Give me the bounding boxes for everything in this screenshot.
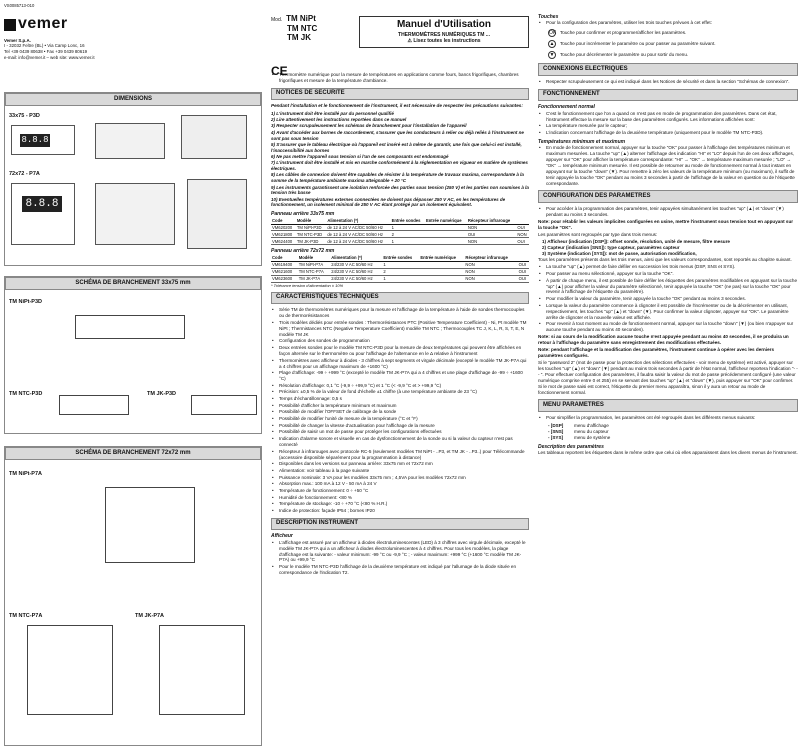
- fonct-heading: FONCTIONNEMENT: [538, 89, 798, 102]
- table-cell: [419, 275, 464, 282]
- table-cell: NON: [516, 231, 529, 238]
- securite-item: 4) Avant d'accéder aux bornes de raccordement, s'assurer que les conducteurs à relier ou déjà reliés à l'instrument ne sont pas sous tension: [271, 129, 524, 141]
- doc-code: VS0085713-010: [4, 3, 35, 8]
- table-cell: TM NTC-P7A: [298, 268, 331, 275]
- carac-item: • Humidité de fonctionnement: <80 %: [271, 495, 529, 501]
- carac-item: • Résolution d'affichage: 0,1 °C (-9,9 ÷ +99,9 °C) et 1 °C (< -9,9 °C et > +99,9 °C): [271, 383, 529, 389]
- menu-code: - [SNS]: [548, 428, 564, 434]
- table-cell: [419, 268, 464, 275]
- schema72-c-diagram: [159, 625, 245, 715]
- fonct-list2: [538, 145, 798, 186]
- table-header: Récepteur infrarouge: [464, 255, 517, 261]
- carac-item: • Précision: ±0,5 % de la valeur de fond d'échelle ±1 chiffre (à une température ambiante de 23 °C): [271, 389, 529, 395]
- carac-item: • Thermomètres avec afficheur à diodes - 3 chiffres à sept segments et virgule décimale (excepté le modèle TM JK-P7A qui a 4 chiffres pour un affichage maximum de +1600 °C): [271, 358, 529, 370]
- schema72-b-diagram: [27, 625, 113, 715]
- intro-text: • Thermomètre numérique pour la mesure de températures en applications comme fours, bancs frigorifiques, chambres frigorifiques et mesure de la température d'ambiance.: [271, 72, 529, 84]
- config-list: [538, 264, 798, 333]
- table-header: Modèle: [296, 218, 327, 224]
- table-cell: OUI: [518, 261, 529, 268]
- menup-lead: • Pour simplifier la programmation, les paramètres ont été regroupés dans les différents menus suivants:: [538, 415, 798, 421]
- table-cell: [425, 231, 467, 238]
- carac-heading: CARACTERISTIQUES TECHNIQUES: [271, 292, 529, 305]
- config-item: • La touche "up" (▲) permet de faire défiler en succession les trois menus (DSP, SNS et SYS).: [538, 264, 798, 270]
- schema72-a-diagram: [105, 487, 195, 563]
- manual-title-box: [359, 16, 529, 48]
- descr-sub: Afficheur: [271, 533, 293, 540]
- right-column: [538, 14, 798, 457]
- table-header: Alimentation (*): [330, 255, 382, 261]
- config-p3: Tous les paramètres présents dans les trois menus, ainsi que les valeurs correspondantes, sont reportés au chapitre suivant.: [538, 256, 792, 262]
- carac-item: • Possibilité d'afficher la température minimum et maximum: [271, 403, 529, 409]
- dim-p7a-label: 72x72 - P7A: [9, 171, 40, 177]
- descr-heading: DESCRIPTION INSTRUMENT: [271, 518, 529, 531]
- securite-item: 7) L'instrument doit être installé et mis en marche conformément à la réglementation en vigueur en matière de systèmes électriques.: [271, 160, 528, 172]
- table-cell: 1: [382, 275, 419, 282]
- up-key-icon: ▲: [549, 41, 555, 48]
- carac-list: [271, 307, 529, 513]
- securite-item: 3) Respecter scrupuleusement les schémas de branchement pour l'installation de l'appareil: [271, 123, 467, 129]
- company-address: I - 32032 Feltre (BL) • Via Camp Lonc, 16: [4, 43, 85, 49]
- table-cell: [419, 261, 464, 268]
- table-cell: de 12 à 24 V AC/DC 50/60 Hz: [326, 238, 390, 245]
- config-p2: Les paramètres sont regroupés par type dans trois menus:: [538, 231, 658, 237]
- brand-name: vemer: [18, 15, 68, 33]
- menu-row: [548, 435, 798, 441]
- carac-item: • Série TM de thermomètres numériques pour la mesure et l'affichage de la température à l'aide de sondes thermocouples ou de thermorésistances: [271, 307, 529, 319]
- conn-text: • Respecter scrupuleusement ce qui est indiqué dans les Notices de sécurité et dans la section "Schémas de connexion".: [538, 79, 798, 85]
- table-cell: 24/230 V AC 50/60 Hz: [330, 268, 382, 275]
- p7a-display: 8.8.8: [22, 196, 62, 212]
- table-cell: TM JK-P3D: [296, 238, 327, 245]
- schema72-c-label: TM JK-P7A: [135, 613, 165, 619]
- table-cell: VM621600: [271, 268, 298, 275]
- table-cell: NON: [464, 268, 517, 275]
- menu-code: - [SYS]: [548, 434, 564, 440]
- table-cell: 1: [391, 238, 425, 245]
- table-cell: 1: [391, 224, 425, 231]
- securite-item: 2) Lire attentivement les instructions reportées dans ce manuel: [271, 117, 407, 123]
- config-item: • Lorsque la valeur du paramètre commence à clignoter il est possible de l'incrémenter ou de la décrémenter en utilisant, respectivement, les touches "up" (▲) et "down" (▼). Pour confirmer la valeur clignoter, appuyer sur "OK". Le paramètre arrête de clignoter et la nouvelle valeur est affichée.: [538, 303, 798, 321]
- fonct-sub2: Températures minimum et maximum: [538, 138, 626, 145]
- company-phone: Tel +39 0439 80638 • Fax +39 0439 80619: [4, 49, 88, 55]
- schema33-heading: SCHÉMA DE BRANCHEMENT 33x75 mm: [5, 277, 261, 290]
- table-cell: [425, 238, 467, 245]
- table-cell: NON: [467, 224, 516, 231]
- config-p4: Si le "password 2" (mot de passe pour la protection des sélections effectuées - voir menu de système) est activé, appuyer sur les touches "up" (▲) et "down" (▼) pendant au moins trois secondes à partir de l'état normal, l'afficheur reportera l'indication "- - - ". Pour effectuer configuration des paramètres, il faudra saisir la valeur du mot de passe précédemment configuré (une valeur numérique comprise entre 0 et 255) en se servant des touches "up" (▲) et "down" (▼), puis appuyer sur "OK" pour confirmer. Si le mot de passe saisi est correct, l'étiquette du premier menu apparaîtra, sinon il y aura un retour au mode de fonctionnement normal.: [538, 360, 798, 395]
- carac-item: • Absorption max.: 100 mA à 12 V - 50 mA à 24 V: [271, 481, 529, 487]
- menu-desc: menu du capteur: [574, 428, 609, 434]
- config-menu-item: 2) Capteur (indication [SNS]): type capteur, paramètres capteur: [542, 245, 680, 251]
- config-menu-item: 3) Système (indication [SYS]): mot de passe, autorisation modification,: [542, 251, 697, 257]
- fonct-item: • C'est le fonctionnement que l'on a quand on n'est pas en mode de programmation des paramètres. Dans cet état, l'instrument effectue la mesure sur la base des paramètres configurés. Les informations affichées sont:: [538, 111, 798, 123]
- p3d-front-drawing: [11, 125, 75, 155]
- config-item: • Pour modifier la valeur du paramètre, tenir appuyée la touche "OK" pendant au moins 3 secondes.: [538, 296, 798, 302]
- model-2: TM NTC: [287, 23, 318, 33]
- descr-list: [271, 540, 529, 576]
- table-header: Entrée numérique: [425, 218, 467, 224]
- table-cell: VM621800: [271, 231, 296, 238]
- menu-code: - [DSP]: [548, 423, 564, 429]
- schema33-box: [4, 276, 262, 434]
- menup-text: Les tableaux reportent les étiquettes dans le même ordre que celui où elles apparaissent dans les divers menus de l'instrument.: [538, 450, 798, 456]
- schema72-box: [4, 446, 262, 746]
- model-1: TM NiPt: [286, 14, 316, 23]
- manual-subtitle: THERMOMÈTRES NUMÉRIQUES TM ...: [398, 31, 490, 38]
- table-cell: OUI: [518, 268, 529, 275]
- schema33-a-label: TM NiPt-P3D: [9, 299, 42, 305]
- menup-rows: [548, 423, 798, 441]
- table-header: Récepteur infrarouge: [467, 218, 516, 224]
- carac-item: • Temps d'échantillonnage: 0,5 s: [271, 396, 529, 402]
- carac-item: • Disponibles dans les versions sur panneau arrière: 33x75 mm et 72x72 mm: [271, 461, 529, 467]
- carac-item: • Possibilité de changer la vitesse d'actualisation pour l'affichage de la mesure: [271, 423, 529, 429]
- schema33-c-diagram: [191, 395, 257, 415]
- config-menu-item: 1) Afficheur (indication [DSP]): offset sonde, résolution, unité de mesure, filtre mesure: [542, 239, 730, 245]
- carac-item: • Plage d'affichage: -99 ÷ +999 °C (excepté le modèle TM JK-P7A qui a 4 chiffres et une plage d'affichage de -99 ÷ +1600 °C): [271, 370, 529, 382]
- schema33-b-label: TM NTC-P3D: [9, 391, 43, 397]
- carac-item: • Trois modèles dédiés pour entrée sondes : Thermorésistances PTC (Positive Temperature Coefficient) - Ni, Pt modèle TM NiPt ; Thermistances NTC (Negative Temperature Coefficient) modèle TM NTC ; Thermocouples TC J, K, L, R, S, T, E, N modèle TM JK: [271, 320, 529, 338]
- schema72-b-label: TM NTC-P7A: [9, 613, 43, 619]
- carac-item: • Indice de protection: façade IP54 ; bornes IP20: [271, 508, 529, 514]
- schema72-heading: SCHÉMA DE BRANCHEMENT 72x72 mm: [5, 447, 261, 460]
- carac-item: • Configuration des sondes de programmation: [271, 338, 529, 344]
- models-prefix: Mod.: [271, 17, 283, 23]
- config-item: • Pour passer au menu sélectionné, appuyer sur la touche "OK".: [538, 271, 798, 277]
- table33: [271, 218, 529, 246]
- touches-k3: Touche pour décrémenter le paramètre ou pour sortir du menu.: [560, 52, 689, 58]
- vemer-mark-icon: [4, 19, 16, 31]
- securite-item: 8) Les câbles de connexion doivent être capables de résister à la température de travaux maxima, correspondante à la somme de la température ambiante maxima atteignable + 20 °C: [271, 172, 524, 184]
- table-header: Code: [271, 218, 296, 224]
- p7a-rear-drawing: [187, 179, 247, 249]
- fonct-item: • En mode de fonctionnement normal, appuyer sur la touche "OK" pour passer à l'affichage des températures minimum et maximum mesurées. La touche "up" (▲) alterner l'affichage des indication "HI" et "LO" depuis l'un de ces deux affichages, appuyer sur "OK" pour afficher la température correspondante: "HI" → "OK" → température maximum mesurée ; "LO" → "OK" → température minimum mesurée. Il est possible de retourner au mode de fonctionnement normal à tout instant en appuyant sur la touche "down" (▼). Pour remettre à zéro les valeurs de la température minimum (ou maximum), il suffit de tenir appuyée la touche "OK" pendant au moins 3 secondes à partir de l'affichage de la valeur en question ou de l'étiquette correspondante.: [538, 145, 798, 186]
- down-key-icon: ▼: [549, 52, 555, 59]
- manual-warning: Lisez toutes les instructions: [413, 38, 481, 45]
- carac-item: • Température de stockage: -10 ÷ +70 °C (<80 % H.R.): [271, 501, 529, 507]
- carac-item: • Puissance nominale: 3 VA pour les modèles 33x75 mm ; 4,5VA pour les modèles 72x72 mm: [271, 475, 529, 481]
- table-row: [271, 261, 529, 268]
- warning-icon: ⚠: [407, 38, 414, 45]
- config-item: • Pour revenir à tout moment au mode de fonctionnement normal, appuyer sur la touche "down" (▼) (ou bien n'appuyer sur aucune touche pendant au moins 40 secondes).: [538, 321, 798, 333]
- table-cell: OUI: [467, 231, 516, 238]
- table-row: [271, 231, 529, 238]
- menu-desc: menu de système: [574, 434, 611, 440]
- carac-item: • Récepteur à infrarouges avec protocole RC-5 (seulement modèles TM NiPt - ..P3, et TM JK - ..P3..) pour Télécommande (accessoire disponible séparément pour la programmation à distance): [271, 449, 529, 461]
- carac-item: • Température de fonctionnement: 0 ÷ +50 °C: [271, 488, 529, 494]
- carac-item: • Possibilité de saisir un mot de passe pour protéger les configurations effectuées: [271, 429, 529, 435]
- table-cell: VM623600: [271, 275, 298, 282]
- carac-item: • Deux entrées sondes pour le modèle TM NTC-P3D pour la mesure de deux températures qui peuvent être affichées en façon alternée sur le thermomètre ou pour l'affichage de l'alternance en le Δ relative à l'instrument: [271, 345, 529, 357]
- left-column: [4, 0, 262, 619]
- touches-k1: Touche pour confirmer et programmer/afficher les paramètres.: [560, 30, 687, 36]
- table-cell: NON: [464, 275, 517, 282]
- table-cell: 24/230 V AC 50/60 Hz: [330, 261, 382, 268]
- schema33-b-diagram: [59, 395, 129, 415]
- middle-column: [271, 0, 529, 577]
- table-cell: 2: [391, 231, 425, 238]
- table-row: [271, 275, 529, 282]
- config-item: • À partir de chaque menu, il est possible de faire défiler les étiquettes des paramètres modifiables en appuyant sur la touche "up" (▲) pour afficher la valeur du paramètre sélectionné, tenir appuyée la touche "OK" (ne pas) sur la touche "OK" pour revenir à l'affichage de l'étiquette du paramètre).: [538, 278, 798, 296]
- table-cell: TM NiPt-P3D: [296, 224, 327, 231]
- securite-heading: NOTICES DE SECURITE: [271, 88, 529, 101]
- logo: [4, 14, 262, 34]
- schema72-a-label: TM NiPt-P7A: [9, 471, 42, 477]
- schema33-a-diagram: [75, 315, 185, 339]
- table-row: [271, 238, 529, 245]
- fonct-sub1: Fonctionnement normal: [538, 104, 595, 111]
- config-menus: [542, 239, 798, 257]
- descr-item: • Pour le modèle TM NTC-P3D l'affichage de la deuxième température est indiqué par l'allumage de la diode située en correspondance de l'indication T2.: [271, 564, 529, 576]
- table-cell: TM NiPt-P7A: [298, 261, 331, 268]
- table-cell: 1: [382, 261, 419, 268]
- table-cell: de 12 à 24 V AC/DC 50/60 Hz: [326, 231, 390, 238]
- table-cell: NON: [464, 261, 517, 268]
- model-3: TM JK: [287, 32, 311, 42]
- table-cell: 2: [382, 268, 419, 275]
- config-note: Note: pour rétablir les valeurs implicites configurées en usine, mettre l'instrument sous tension tout en appuyant sur la touche "OK".: [538, 218, 794, 230]
- p7a-side-drawing: [95, 183, 175, 245]
- table-header: Entrée sondes: [391, 218, 425, 224]
- table-cell: TM JK-P7A: [298, 275, 331, 282]
- carac-item: • Alimentation: voir tableau à la page suivante: [271, 468, 529, 474]
- table-row: [271, 224, 529, 231]
- ok-key-icon: OK: [549, 30, 557, 37]
- dimensions-heading: DIMENSIONS: [5, 93, 261, 106]
- ce-mark: CE: [271, 64, 288, 78]
- table-row: [271, 268, 529, 275]
- config-note2: Note: si au cours de la modification aucune touche n'est appuyée pendant au moins 40 secondes, il se produira un retour à l'affichage du paramètre sans enregistrement des modifications effectuées.: [538, 333, 789, 345]
- conn-heading: CONNEXIONS ELECTRIQUES: [538, 63, 798, 76]
- p3d-rear-drawing: [181, 115, 247, 159]
- descr-item: • L'affichage est assuré par un afficheur à diodes électroluminescentes (LED) à 3 chiffres avec virgule décimale, excepté le modèle TM JK-P7A qui a un afficheur à diodes électroluminescentes à 4 chiffres. Pour tous les modèles, la plage d'affichage est la suivante: - valeur minimum: -99 °C ou -9,9 °C ; - valeur maximum: +999 °C (+1600 °C modèle TM JK-P7A) ou +99,9 °C: [271, 540, 529, 564]
- config-heading: CONFIGURATION DES PARAMETRES: [538, 190, 798, 203]
- table72-title: Panneau arrière 72x72 mm: [271, 248, 335, 255]
- carac-item: • Possibilité de modifier l'OFFSET de calibrage de la sonde: [271, 409, 529, 415]
- p3d-side-drawing: [95, 123, 165, 159]
- menup-heading: MENU PARAMETRES: [538, 399, 798, 412]
- securite-item: 5) S'assurer que le tableau électrique où l'appareil est inséré est à même de garantir, une fois que celui-ci est installé, l'inaccessibilité aux bornes: [271, 141, 522, 153]
- menu-desc: menu d'affichage: [574, 423, 609, 429]
- table72-note: * Tolérance tension d'alimentation ± 10%: [271, 282, 344, 288]
- schema33-c-label: TM JK-P3D: [147, 391, 177, 397]
- table-cell: [425, 224, 467, 231]
- table-cell: de 12 à 24 V AC/DC 50/60 Hz: [326, 224, 390, 231]
- fonct-item: • La température mesurée par le capteur;: [538, 123, 798, 129]
- table-cell: TM NTC-P3D: [296, 231, 327, 238]
- table-header: Entrée numérique: [419, 255, 464, 261]
- table-cell: OUI: [518, 275, 529, 282]
- table-cell: VM619400: [271, 261, 298, 268]
- table-cell: VM624400: [271, 238, 296, 245]
- securite-item: 6) Ne pas mettre l'appareil sous tension si l'un de ses composants est endommagé: [271, 154, 449, 160]
- menup-sub: Description des paramètres: [538, 443, 604, 450]
- p7a-front-drawing: [11, 183, 75, 245]
- config-note3: Note: pendant l'affichage et la modification des paramètres, l'instrument continue à opérer avec les derniers paramètres configurés.: [538, 346, 775, 358]
- securite-lead: Pendant l'installation et le fonctionnement de l'instrument, il est nécessaire de respecter les précautions suivantes:: [271, 103, 523, 109]
- company-name: Vemer S.p.A.: [4, 37, 31, 43]
- company-web: e-mail: info@vemer.it – web site: www.vemer.it: [4, 54, 95, 60]
- securite-item: 1) L'instrument doit être installé par du personnel qualifié: [271, 110, 394, 116]
- table-header: Entrée sondes: [382, 255, 419, 261]
- fonct-item: • L'indication concernant l'affichage de la deuxième température (uniquement pour le modèle TM NTC-P3D).: [538, 130, 798, 136]
- table-cell: OUI: [516, 224, 529, 231]
- table33-title: Panneau arrière 33x75 mm: [271, 211, 335, 218]
- table-cell: VM620200: [271, 224, 296, 231]
- config-p1: • Pour accéder à la programmation des paramètres, tenir appuyées simultanément les touches "up" (▲) et "down" (▼) pendant au moins 3 secondes.: [538, 206, 798, 218]
- securite-item: 10) Eventuelles températures externes connectées ne doivent pas dépasser 250 V AC, en les températures de fonctionnement, un isolement minimal de 250 V AC étant protégé par un isolement équivalent.: [271, 196, 506, 208]
- dim-p3d-label: 33x75 - P3D: [9, 113, 40, 119]
- models-block: [271, 14, 317, 42]
- fonct-list1: [538, 111, 798, 136]
- table72: [271, 255, 529, 283]
- securite-list: [271, 111, 529, 208]
- table-cell: NON: [467, 238, 516, 245]
- dimensions-box: [4, 92, 262, 266]
- table-header: Modèle: [298, 255, 331, 261]
- manual-title: Manuel d'Utilisation: [396, 19, 492, 30]
- carac-item: • Possibilité de modifier l'unité de mesure de la température (°C et °F): [271, 416, 529, 422]
- table-cell: OUI: [516, 238, 529, 245]
- p3d-display: 8.8.8: [21, 135, 49, 145]
- table-header: Alimentation (*): [326, 218, 390, 224]
- touches-sub: Touches: [538, 14, 559, 20]
- carac-item: • Indication d'alarme sonore et visuelle en cas de dysfonctionnement de la sonde ou si la valeur du capteur n'est pas connecté: [271, 436, 529, 448]
- table-header: Code: [271, 255, 298, 261]
- touches-k2: Touche pour incrémenter le paramètre ou pour passer au paramètre suivant.: [560, 41, 716, 47]
- table-cell: 24/230 V AC 50/60 Hz: [330, 275, 382, 282]
- securite-item: 9) Les instruments garantissent une isolation renforcée des parties sous tension (250 V) et les parties non soumises à la tension très basse: [271, 184, 529, 196]
- touches-lead: • Pour la configuration des paramètres, utiliser les trois touches prévues à cet effet:: [538, 20, 798, 26]
